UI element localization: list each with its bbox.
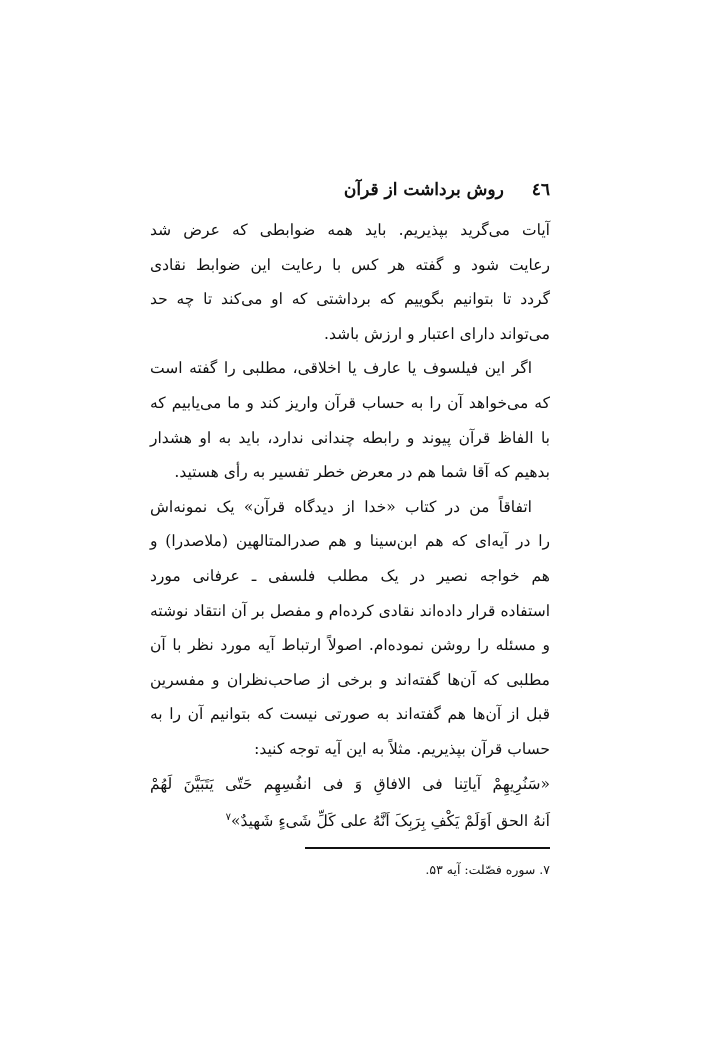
text-line: اگر این فیلسوف یا عارف یا اخلاقی، مطلبی را گفته است [150,359,532,378]
text-line: اتفاقاً من در کتاب «خدا از دیدگاه قرآن» یک نمونه‌اش [150,497,532,516]
text-line: استفاده قرار داده‌اند نقادی کرده‌ام و مفصل بر آن انتقاد نوشته [150,601,550,620]
text-line: و مسئله را روشن نموده‌ام. اصولاً ارتباط آیه مورد نظر با آن [150,636,550,655]
quran-verse-line: «سَنُرِیهِمْ آیاتِنا فی الافاقِ وَ فی انفُسِهِم حَتّی یَتَبَیَّنَ لَهُمْ [150,774,550,793]
page-number: ٤٦ [531,180,550,200]
quran-verse-text: اَنهُ الحق اَوَلَمْ یَکْفِ بِرَبِکَ اَنَّهُ علی کَلِّ شَیءٍ شَهیدٌ» [230,812,550,831]
text-line: با الفاظ قرآن پیوند و رابطه چندانی ندارد، باید به او هشدار [150,428,550,447]
footnote: ۷. سوره فصّلت: آیه ۵۳. [425,862,550,877]
running-title: روش برداشت از قرآن [343,180,504,200]
text-line: رعایت شود و گفته هر کس با رعایت این ضوابط نقادی [150,255,550,274]
footnote-reference: ۷ [225,812,231,824]
text-line: هم خواجه نصیر در یک مطلب فلسفی ـ عرفانی مورد [150,566,550,585]
page-header [344,180,550,200]
text-line: که می‌خواهد آن را به حساب قرآن واریز کند و ما می‌یابیم که [150,393,550,412]
text-line: می‌تواند دارای اعتبار و ارزش باشد. [324,324,550,343]
text-line: قبل از آن‌ها هم گفته‌اند به صورتی نیست که بتوانیم آن را به [150,705,550,724]
text-line: مطلبی که آن‌ها گفته‌اند و برخی از صاحب‌نظران و مفسرین [150,670,550,689]
text-line: آیات می‌گرید بپذیریم. باید همه ضوابطی که عرض شد [150,221,550,239]
text-line: گردد تا بتوانیم بگوییم که برداشتی که او می‌کند تا چه حد [150,290,550,309]
footnote-divider [305,847,550,849]
body-text [150,213,550,839]
text-line: حساب قرآن بپذیریم. مثلاً به این آیه توجه کنید: [254,739,550,758]
quran-verse-line [150,801,550,839]
text-line: بدهیم که آقا شما هم در معرض خطر تفسیر به رأی هستید. [174,463,550,482]
text-line: را در آیه‌ای که هم ابن‌سینا و هم صدرالمتالهین (ملاصدرا) و [150,532,550,551]
